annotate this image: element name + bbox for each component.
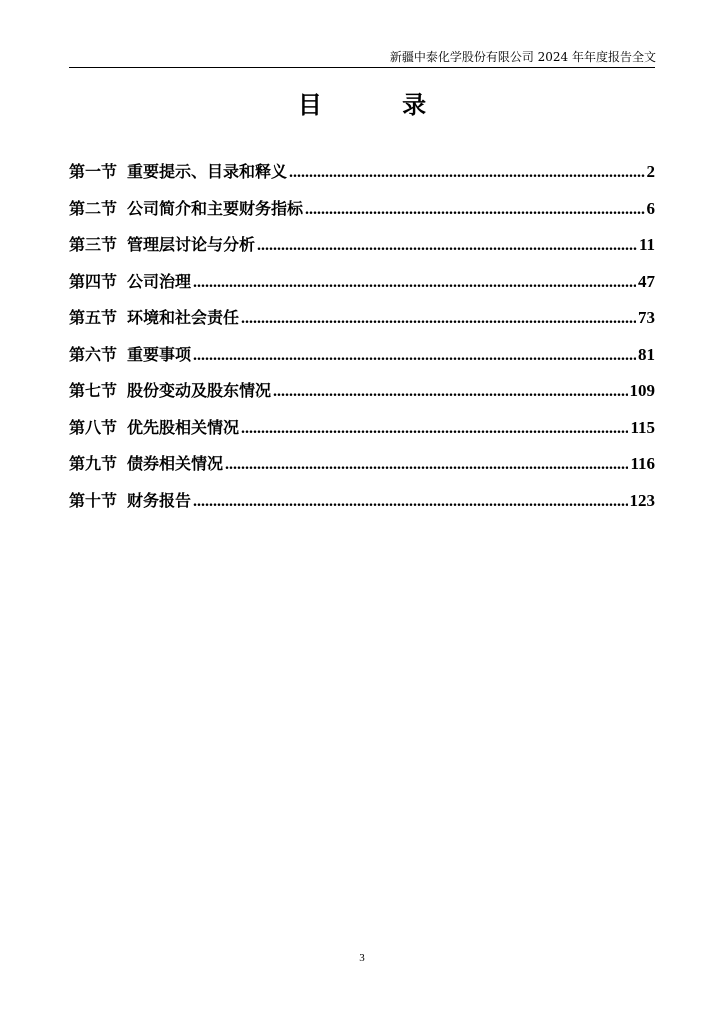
toc-section-title: 重要提示、目录和释义 bbox=[127, 162, 288, 181]
toc-section-number: 第一节 bbox=[69, 162, 118, 181]
table-of-contents bbox=[69, 160, 655, 525]
toc-item[interactable] bbox=[69, 489, 655, 512]
toc-item[interactable] bbox=[69, 306, 655, 329]
toc-page-number: 73 bbox=[638, 308, 655, 327]
toc-section-number: 第六节 bbox=[69, 344, 118, 364]
toc-item[interactable] bbox=[69, 343, 655, 366]
toc-page-number: 123 bbox=[629, 490, 655, 510]
toc-section-number: 第十节 bbox=[69, 490, 118, 510]
toc-page-number: 116 bbox=[630, 454, 655, 473]
toc-section-number: 第九节 bbox=[69, 454, 118, 473]
page-number: 3 bbox=[359, 952, 365, 964]
toc-section-number: 第八节 bbox=[69, 417, 118, 437]
toc-section-title: 财务报告 bbox=[127, 490, 192, 510]
toc-item[interactable] bbox=[69, 452, 655, 475]
toc-section-number: 第五节 bbox=[69, 308, 118, 327]
page-title: 目 录 bbox=[297, 90, 463, 119]
toc-section-title: 股份变动及股东情况 bbox=[127, 381, 272, 400]
toc-leader-dots bbox=[289, 161, 644, 184]
toc-leader-dots bbox=[241, 307, 636, 330]
toc-leader-dots bbox=[193, 344, 636, 367]
toc-section-title: 管理层讨论与分析 bbox=[127, 235, 256, 254]
toc-section-title: 环境和社会责任 bbox=[127, 308, 240, 327]
toc-item[interactable] bbox=[69, 197, 655, 220]
page-header: 新疆中泰化学股份有限公司 2024 年年度报告全文 bbox=[389, 50, 656, 64]
toc-page-number: 115 bbox=[630, 417, 655, 437]
toc-item[interactable] bbox=[69, 270, 655, 293]
toc-section-title: 优先股相关情况 bbox=[127, 417, 240, 437]
toc-leader-dots bbox=[193, 271, 636, 294]
toc-leader-dots bbox=[241, 417, 628, 440]
toc-page-number: 6 bbox=[646, 198, 655, 218]
toc-page-number: 2 bbox=[646, 162, 655, 181]
toc-section-title: 公司治理 bbox=[127, 271, 192, 291]
toc-leader-dots bbox=[257, 234, 637, 257]
toc-page-number: 81 bbox=[638, 344, 655, 364]
toc-leader-dots bbox=[225, 453, 628, 476]
toc-item[interactable] bbox=[69, 233, 655, 256]
toc-leader-dots bbox=[193, 490, 627, 513]
toc-section-number: 第二节 bbox=[69, 198, 118, 218]
toc-leader-dots bbox=[273, 380, 627, 403]
toc-page-number: 11 bbox=[638, 235, 655, 254]
toc-page-number: 47 bbox=[638, 271, 655, 291]
toc-section-title: 债券相关情况 bbox=[127, 454, 224, 473]
toc-section-number: 第七节 bbox=[69, 381, 118, 400]
toc-item[interactable] bbox=[69, 416, 655, 439]
toc-section-number: 第三节 bbox=[69, 235, 118, 254]
toc-section-title: 重要事项 bbox=[127, 344, 192, 364]
toc-page-number: 109 bbox=[629, 381, 655, 400]
toc-item[interactable] bbox=[69, 160, 655, 183]
toc-leader-dots bbox=[305, 198, 644, 221]
header-divider bbox=[69, 67, 655, 68]
toc-item[interactable] bbox=[69, 379, 655, 402]
toc-section-title: 公司简介和主要财务指标 bbox=[127, 198, 304, 218]
toc-section-number: 第四节 bbox=[69, 271, 118, 291]
